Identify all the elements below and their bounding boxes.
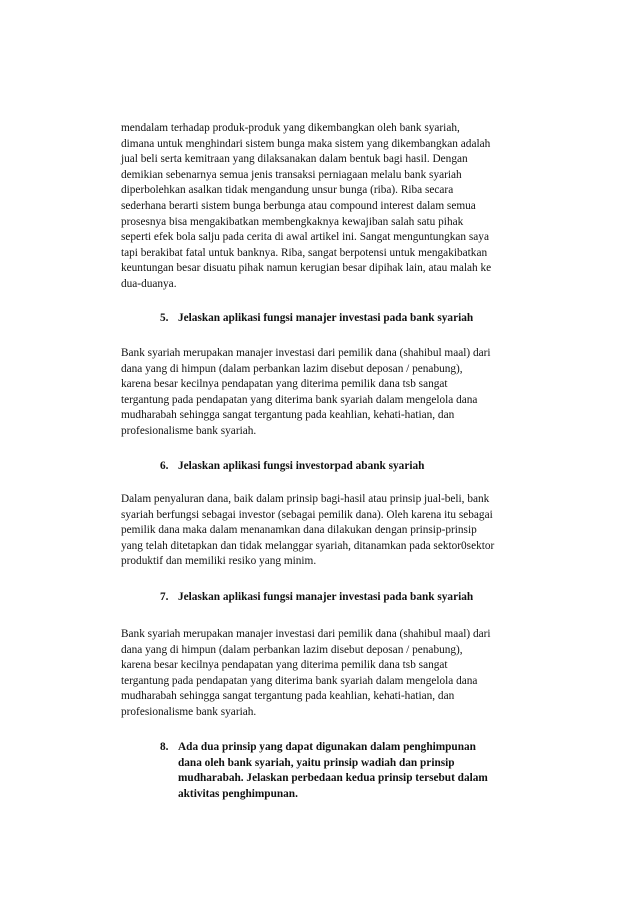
text-line: profesionalisme bank syariah. — [121, 424, 257, 437]
text-line: dimana untuk menghindari sistem bunga maka sistem yang dikembangkan adalah — [121, 137, 491, 150]
text-line: prosesnya bisa mengakibatkan membengkaknya kewajiban salah satu pihak — [121, 215, 464, 228]
text-line: sederhana berarti sistem bunga berbunga atau compound interest dalam semua — [121, 199, 476, 212]
question-text — [178, 590, 560, 606]
text-line: produktif dan memiliki resiko yang minim. — [121, 555, 317, 568]
question-text — [178, 740, 560, 802]
text-line: pemilik dana maka dalam menanamkan dana dilakukan dengan prinsip-prinsip — [121, 524, 477, 537]
text-line: karena besar kecilnya pendapatan yang diterima pemilik dana tsb sangat — [121, 378, 448, 391]
text-line: Jelaskan aplikasi fungsi investorpad abank syariah — [178, 460, 425, 472]
paragraph-investor — [121, 492, 549, 570]
text-line: profesionalisme bank syariah. — [121, 705, 257, 718]
text-line: demikian sebenarnya semua jenis transaksi perniagaan melalu bank syariah — [121, 168, 462, 181]
text-line: seperti efek bola salju pada cerita di awal artikel ini. Sangat menguntungkan saya — [121, 231, 489, 244]
question-text — [178, 311, 560, 327]
text-line: mudharabah sehingga sangat tergantung pada keahlian, kehati-hatian, dan — [121, 690, 455, 703]
text-line: dana yang di himpun (dalam perbankan lazim disebut deposan / penabung), — [121, 362, 463, 375]
paragraph-manajer-investasi-2 — [121, 627, 549, 721]
text-line: tergantung pada pendapatan yang diterima bank syariah dalam mengelola dana — [121, 393, 478, 406]
question-8 — [160, 740, 560, 802]
text-line: Bank syariah merupakan manajer investasi dari pemilik dana (shahibul maal) dari — [121, 628, 491, 640]
text-line: yang telah ditetapkan dan tidak melanggar syariah, ditanamkan pada sektor0sektor — [121, 539, 495, 552]
text-line: jual beli serta kemitraan yang dilaksanakan dalam bentuk bagi hasil. Dengan — [121, 153, 468, 166]
text-line: syariah berfungsi sebagai investor (sebagai pemilik dana). Oleh karena itu sebagai — [121, 508, 493, 521]
question-6 — [160, 459, 560, 475]
text-line: dua-duanya. — [121, 277, 177, 290]
question-number: 7. — [160, 591, 169, 603]
question-number: 6. — [160, 460, 169, 472]
text-line: aktivitas penghimpunan. — [178, 787, 298, 800]
text-line: diperbolehkan asalkan tidak mengandung unsur bunga (riba). Riba secara — [121, 184, 454, 197]
text-line: dana oleh bank syariah, yaitu prinsip wadiah dan prinsip — [178, 756, 455, 769]
question-7 — [160, 590, 560, 606]
question-5 — [160, 311, 560, 327]
question-number: 8. — [160, 741, 169, 753]
text-line: Jelaskan aplikasi fungsi manajer investasi pada bank syariah — [178, 591, 474, 603]
text-line: tergantung pada pendapatan yang diterima bank syariah dalam mengelola dana — [121, 674, 478, 687]
paragraph-manajer-investasi — [121, 346, 549, 440]
text-line: dana yang di himpun (dalam perbankan lazim disebut deposan / penabung), — [121, 643, 463, 656]
question-number: 5. — [160, 312, 169, 324]
text-line: Dalam penyaluran dana, baik dalam prinsip bagi-hasil atau prinsip jual-beli, bank — [121, 493, 490, 505]
text-line: mudharabah. Jelaskan perbedaan kedua prinsip tersebut dalam — [178, 772, 488, 785]
text-line: tapi berakibat fatal untuk banknya. Riba, sangat berpotensi untuk mengakibatkan — [121, 246, 488, 259]
text-line: Ada dua prinsip yang dapat digunakan dalam penghimpunan — [178, 741, 476, 753]
text-line: mendalam terhadap produk-produk yang dikembangkan oleh bank syariah, — [121, 122, 460, 134]
text-line: mudharabah sehingga sangat tergantung pada keahlian, kehati-hatian, dan — [121, 409, 455, 422]
text-line: keuntungan besar disuatu pihak namun kerugian besar dipihak lain, atau malah ke — [121, 262, 492, 275]
text-line: karena besar kecilnya pendapatan yang diterima pemilik dana tsb sangat — [121, 659, 448, 672]
paragraph-riba — [121, 121, 549, 293]
text-line: Jelaskan aplikasi fungsi manajer investasi pada bank syariah — [178, 312, 474, 324]
question-text — [178, 459, 560, 475]
text-line: Bank syariah merupakan manajer investasi dari pemilik dana (shahibul maal) dari — [121, 347, 491, 359]
